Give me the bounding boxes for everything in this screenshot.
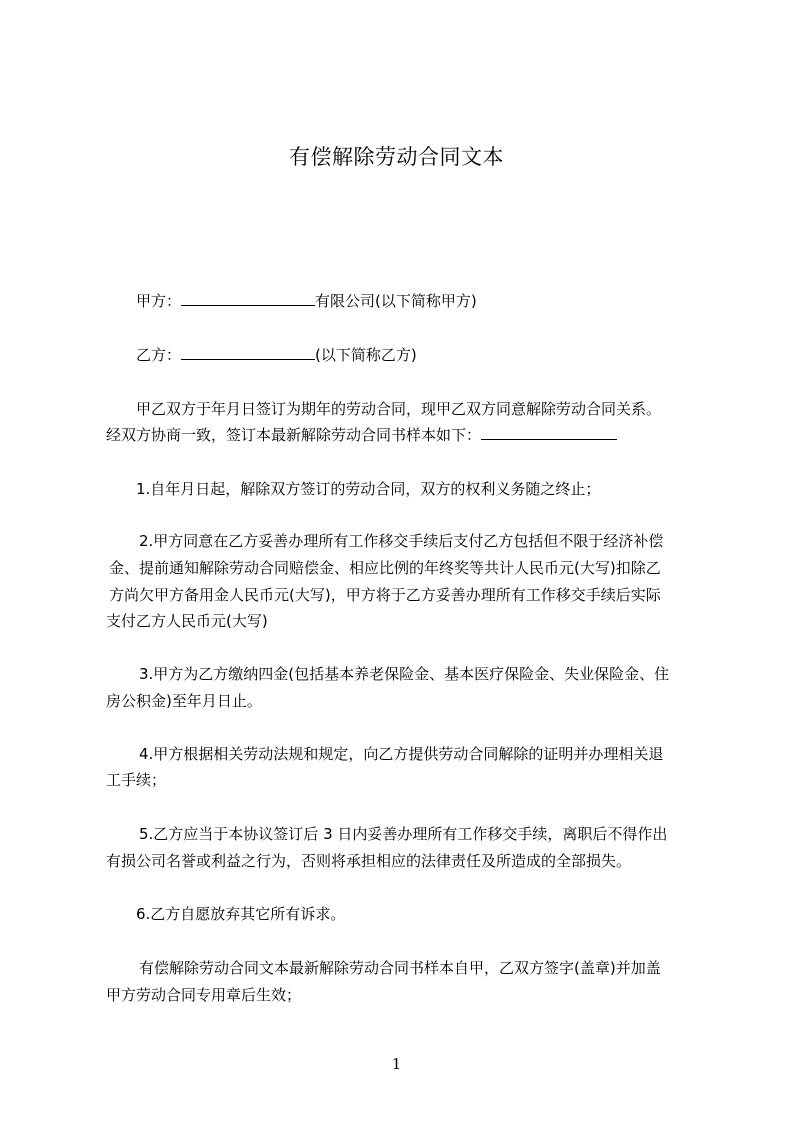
clause-2-line-4: 支付乙方人民币元(大写)	[106, 612, 268, 630]
party-b-blank	[181, 344, 315, 360]
clause-4-line-1: 4.甲方根据相关劳动法规和规定，向乙方提供劳动合同解除的证明并办理相关退	[139, 745, 664, 763]
clause-3-line-2: 房公积金)至年月日止。	[106, 692, 262, 710]
party-a-blank	[181, 290, 315, 306]
intro-line-1: 甲乙双方于年月日签订为期年的劳动合同，现甲乙双方同意解除劳动合同关系。	[136, 400, 662, 418]
party-a-line	[136, 289, 746, 313]
intro-line-2-text: 经双方协商一致，签订本最新解除劳动合同书样本如下：	[106, 426, 482, 444]
clause-4-line-2: 工手续；	[106, 771, 167, 789]
clause-2-line-1: 2.甲方同意在乙方妥善办理所有工作移交手续后支付乙方包括但不限于经济补偿	[139, 532, 664, 550]
intro-line-2	[106, 423, 716, 447]
page-number: 1	[391, 1055, 402, 1073]
document-title: 有偿解除劳动合同文本	[289, 145, 504, 169]
clause-5-line-2: 有损公司名誉或利益之行为，否则将承担相应的法律责任及所造成的全部损失。	[106, 852, 632, 870]
party-b-suffix: (以下简称乙方)	[315, 346, 417, 364]
clause-5-line-1: 5.乙方应当于本协议签订后 3 日内妥善办理所有工作移交手续，离职后不得作出	[139, 825, 668, 843]
party-b-label: 乙方：	[136, 346, 182, 364]
clause-2-line-2: 金、提前通知解除劳动合同赔偿金、相应比例的年终奖等共计人民币元(大写)扣除乙	[109, 559, 661, 577]
intro-blank	[481, 424, 617, 440]
clause-3-line-1: 3.甲方为乙方缴纳四金(包括基本养老保险金、基本医疗保险金、失业保险金、住	[139, 665, 670, 683]
clause-2-line-3: 方尚欠甲方备用金人民币元(大写)，甲方将于乙方妥善办理所有工作移交手续后实际	[109, 586, 661, 604]
party-b-line	[136, 343, 746, 367]
clause-6-line-1: 6.乙方自愿放弃其它所有诉求。	[136, 905, 346, 923]
closing-line-2: 甲方劳动合同专用章后生效；	[106, 986, 302, 1004]
clause-1-line-1: 1.自年月日起，解除双方签订的劳动合同，双方的权利义务随之终止；	[136, 480, 601, 498]
party-a-label: 甲方：	[136, 292, 182, 310]
closing-line-1: 有偿解除劳动合同文本最新解除劳动合同书样本自甲，乙双方签字(盖章)并加盖	[139, 959, 661, 977]
party-a-suffix: 有限公司(以下简称甲方)	[315, 292, 477, 310]
